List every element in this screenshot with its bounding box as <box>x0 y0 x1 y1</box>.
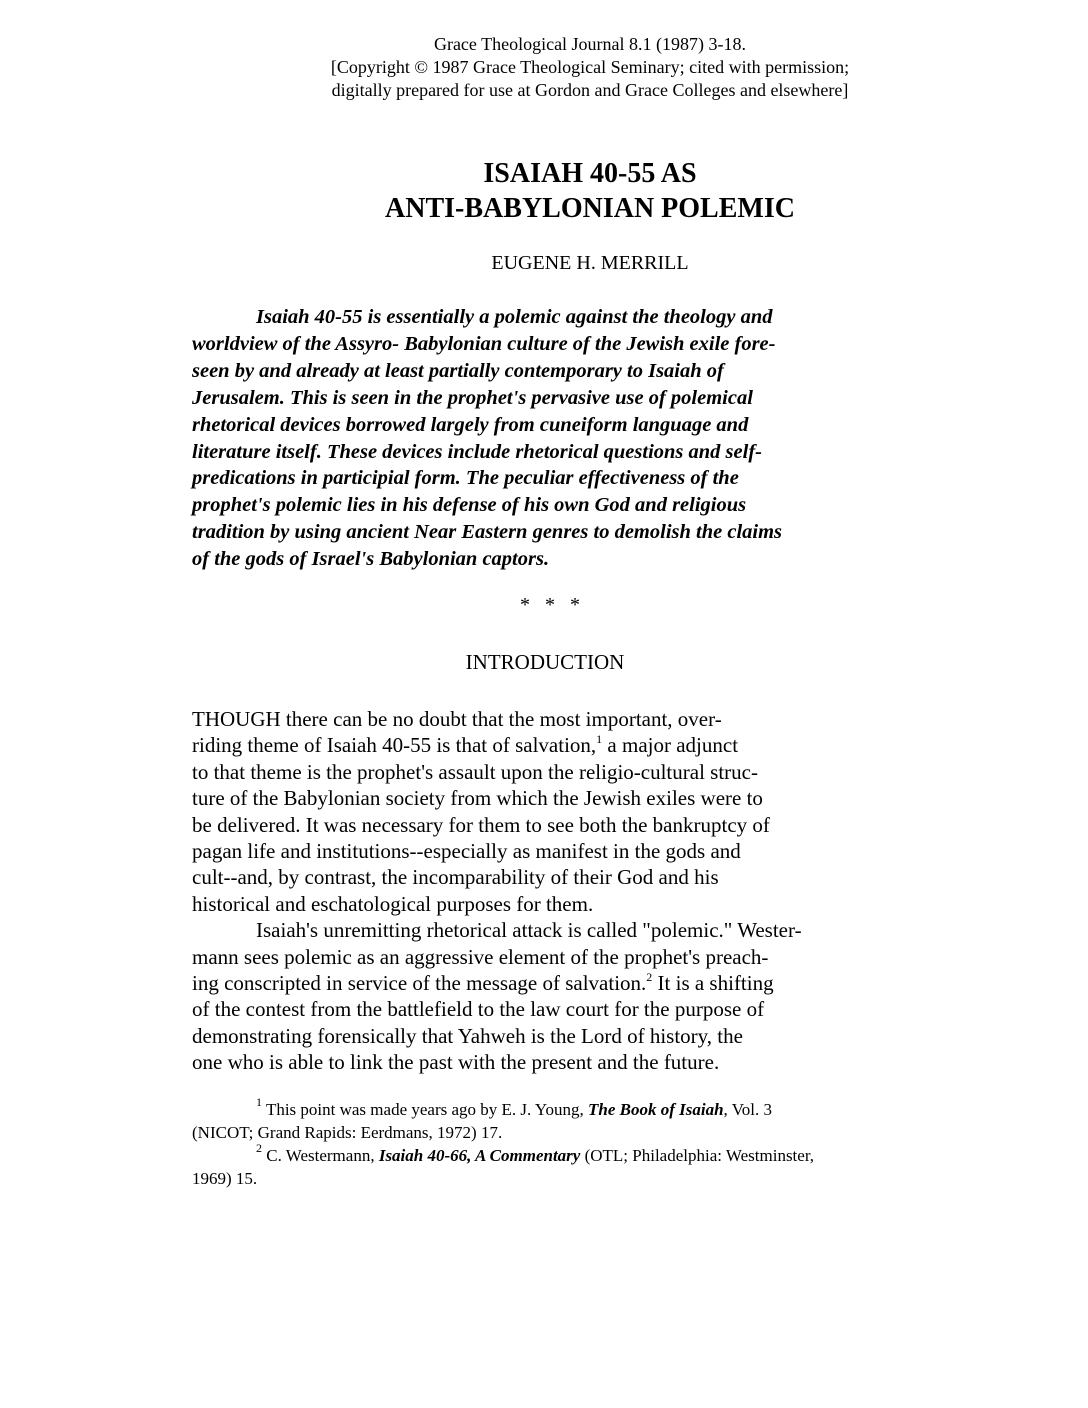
body-line <box>192 970 802 996</box>
body-text-span: a major adjunct <box>602 733 739 758</box>
journal-citation: Grace Theological Journal 8.1 (1987) 3-18. <box>433 34 747 54</box>
body-line: of the contest from the battlefield to the law court for the purpose of <box>192 997 765 1022</box>
abstract-line: of the gods of Israel's Babylonian captors. <box>192 548 550 571</box>
body-line: one who is able to link the past with the present and the future. <box>192 1050 720 1075</box>
body-text <box>192 706 802 1076</box>
footnotes <box>192 1095 815 1190</box>
footnote-text: This point was made years ago by E. J. Young, <box>262 1100 588 1119</box>
body-line: THOUGH there can be no doubt that the most important, over- <box>192 707 722 731</box>
abstract-line: worldview of the Assyro- Babylonian culture of the Jewish exile fore- <box>192 332 776 355</box>
footnote-text: , Vol. 3 <box>723 1100 773 1119</box>
section-separator: * * * <box>520 594 580 616</box>
section-heading: INTRODUCTION <box>465 650 625 674</box>
footnote-ref-2[interactable]: 2 <box>646 970 653 985</box>
body-line <box>192 732 802 758</box>
footnote-number: 2 <box>256 1141 262 1155</box>
abstract-line: prophet's polemic lies in his defense of his own God and religious <box>192 494 747 517</box>
body-line: be delivered. It was necessary for them to see both the bankruptcy of <box>192 812 770 837</box>
abstract-line: predications in participial form. The peculiar effectiveness of the <box>192 467 739 490</box>
body-line: pagan life and institutions--especially as manifest in the gods and <box>192 839 741 864</box>
body-line: Isaiah's unremitting rhetorical attack is called "polemic." Wester- <box>256 918 802 943</box>
book-title: The Book of Isaiah <box>587 1100 724 1119</box>
article-title-line-1: ISAIAH 40-55 AS <box>483 158 697 189</box>
body-text-span: riding theme of Isaiah 40-55 is that of salvation, <box>192 733 597 758</box>
abstract-line: literature itself. These devices include rhetorical questions and self- <box>192 440 762 463</box>
copyright-notice: [Copyright © 1987 Grace Theological Seminary; cited with permission; <box>330 57 850 77</box>
abstract-line: tradition by using ancient Near Eastern genres to demolish the claims <box>192 521 783 544</box>
abstract-line: seen by and already at least partially contemporary to Isaiah of <box>192 359 724 382</box>
book-title: Isaiah 40-66, A Commentary <box>378 1146 581 1165</box>
author-name: EUGENE H. MERRILL <box>491 252 689 274</box>
body-line: to that theme is the prophet's assault upon the religio-cultural struc- <box>192 759 758 784</box>
abstract-line: rhetorical devices borrowed largely from cuneiform language and <box>192 413 749 436</box>
body-line: mann sees polemic as an aggressive element of the prophet's preach- <box>192 944 769 969</box>
footnote-1 <box>192 1095 814 1121</box>
footnote-text: C. Westermann, <box>262 1146 379 1165</box>
body-text-span: It is a shifting <box>652 971 774 996</box>
abstract-line: Jerusalem. This is seen in the prophet's pervasive use of polemical <box>192 386 753 409</box>
body-line: demonstrating forensically that Yahweh is the Lord of history, the <box>192 1023 743 1048</box>
digital-preparation-notice: digitally prepared for use at Gordon and Grace Colleges and elsewhere] <box>331 80 849 100</box>
body-line: historical and eschatological purposes for them. <box>192 891 594 916</box>
article-title-line-2: ANTI-BABYLONIAN POLEMIC <box>385 193 795 224</box>
footnote-number: 1 <box>256 1095 262 1109</box>
abstract-line: Isaiah 40-55 is essentially a polemic against the theology and <box>256 306 773 328</box>
footnote-1-continued: (NICOT; Grand Rapids: Eerdmans, 1972) 17. <box>192 1123 503 1142</box>
body-line: cult--and, by contrast, the incomparability of their God and his <box>192 865 719 890</box>
footnote-text: (OTL; Philadelphia: Westminster, <box>580 1146 815 1165</box>
body-line: ture of the Babylonian society from which the Jewish exiles were to <box>192 786 763 811</box>
footnote-ref-1[interactable]: 1 <box>596 732 603 747</box>
footnote-2-continued: 1969) 15. <box>192 1169 258 1188</box>
abstract <box>192 304 782 573</box>
footnote-2 <box>192 1141 815 1167</box>
body-text-span: ing conscripted in service of the message of salvation. <box>192 971 647 996</box>
